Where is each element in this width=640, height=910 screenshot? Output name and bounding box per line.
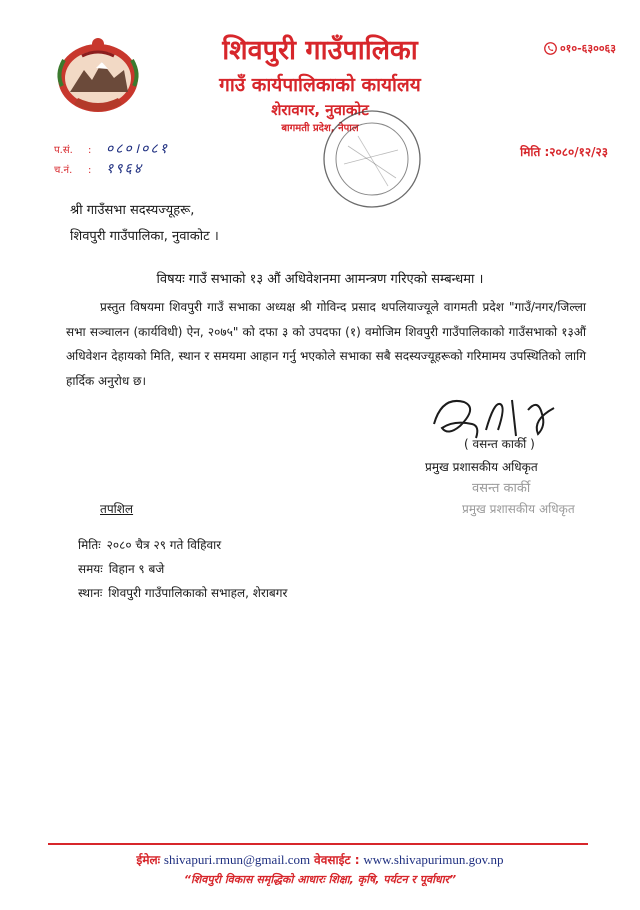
cn-label: च.नं. — [54, 165, 73, 176]
detail-label: स्थानः — [78, 586, 103, 600]
website-link[interactable]: www.shivapurimun.gov.np — [363, 852, 504, 867]
details-heading: तपशिल — [100, 502, 134, 516]
footer-slogan: “शिवपुरी विकास समृद्धिको आधारः शिक्षा, कृषि, पर्यटन र पूर्वाधार” — [183, 873, 457, 886]
phone-number: ०१०-६३००६३ — [559, 42, 616, 55]
email-link[interactable]: shivapuri.rmun@gmail.com — [163, 852, 311, 867]
stamp-name: वसन्त कार्की — [472, 481, 531, 496]
phone-contact — [544, 41, 616, 56]
detail-row-venue — [78, 581, 287, 605]
detail-label: समयः — [78, 562, 103, 576]
detail-value: २०८० चैत्र २९ गते विहिवार — [106, 538, 222, 552]
detail-row-date — [78, 533, 287, 557]
letter-date: मिति :२०८०/१२/२३ — [520, 145, 608, 159]
reference-block — [54, 140, 169, 180]
office-province: बागमती प्रदेश, नेपाल — [281, 123, 359, 134]
ps-colon: : — [88, 145, 92, 156]
recipient-block — [70, 198, 219, 250]
ref-row-cn — [54, 160, 169, 180]
ps-label: प.सं. — [54, 145, 73, 156]
phone-icon — [544, 42, 557, 55]
footer-contact — [0, 851, 640, 868]
recipient-line-1: श्री गाउँसभा सदस्यज्यूहरू, — [70, 203, 195, 218]
office-name: गाउँ कार्यपालिकाको कार्यालय — [219, 74, 421, 96]
nepal-emblem-icon — [52, 34, 144, 118]
detail-row-time — [78, 557, 287, 581]
cn-colon: : — [88, 165, 92, 176]
footer-divider — [48, 843, 588, 845]
detail-value: शिवपुरी गाउँपालिकाको सभाहल, शेराबगर — [108, 586, 288, 600]
signatory-name: ( वसन्त कार्की ) — [464, 437, 535, 451]
email-label: ईमेलः — [136, 853, 161, 867]
body-paragraph: प्रस्तुत विषयमा शिवपुरी गाउँ सभाका अध्यक्ष श्री गोविन्द प्रसाद थपलियाज्यूले वागमती प्रदेश "गाउँ/नगर/जिल्ला सभा सञ्चालन (कार्यविधी) ऐन, २०७५" को दफा ३ को उपदफा (१) वमोजिम शिवपुरी गाउँपालिकाको गाउँसभाको १३औं अधिवेशन देहायको मिति, स्थान र समयमा आहान गर्नु भएकोले सभाका सबै सदस्यज्यूहरूको गरिमामय उपस्थितिको लागि हार्दिक अनुरोध छ। — [66, 300, 586, 388]
subject-line: विषयः गाउँ सभाको १३ औं अधिवेशनमा आमन्त्रण गरिएको सम्बन्धमा । — [156, 272, 484, 287]
organization-name: शिवपुरी गाउँपालिका — [222, 35, 418, 66]
details-list — [78, 533, 287, 605]
detail-label: मितिः — [78, 538, 101, 552]
website-label: वेवसाईट : — [314, 853, 360, 867]
office-seal-icon — [318, 106, 426, 212]
ref-row-ps — [54, 140, 169, 160]
office-address: शेरावगर, नुवाकोट — [271, 101, 369, 119]
recipient-line-2: शिवपुरी गाउँपालिका, नुवाकोट । — [70, 229, 219, 244]
detail-value: विहान ९ बजे — [108, 562, 165, 576]
signatory-designation: प्रमुख प्रशासकीय अधिकृत — [425, 460, 538, 474]
cn-value: १९६४ — [106, 161, 144, 177]
ps-value: ०८०।०८१ — [106, 141, 169, 157]
stamp-designation: प्रमुख प्रशासकीय अधिकृत — [462, 502, 575, 516]
